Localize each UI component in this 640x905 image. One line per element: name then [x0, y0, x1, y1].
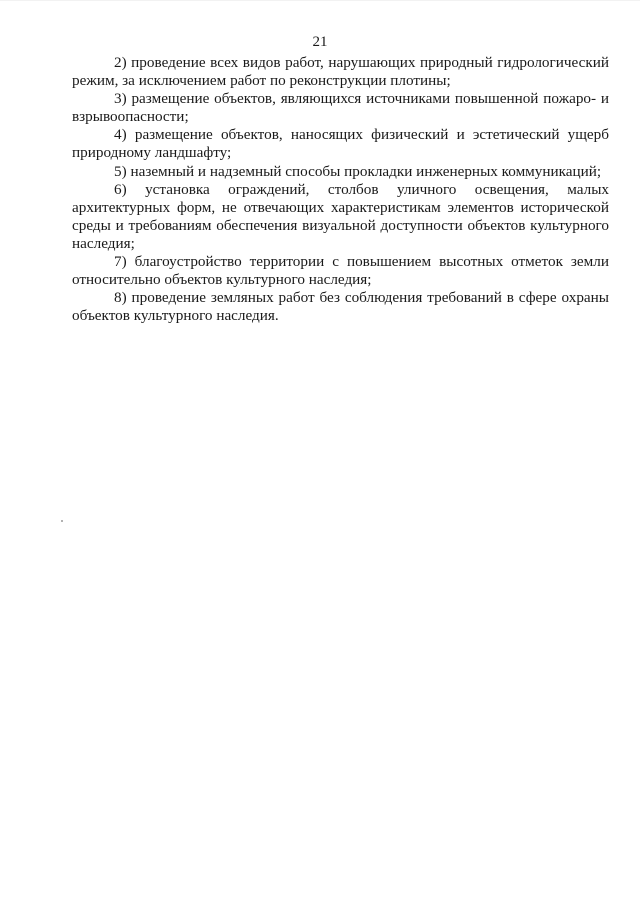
scan-speck: [61, 520, 63, 522]
paragraph-item-2: 2) проведение всех видов работ, нарушающих природный гидрологический режим, за исключением работ по реконструкции плотины;: [72, 54, 609, 90]
scan-edge: [0, 0, 640, 1]
paragraph-item-5: 5) наземный и надземный способы прокладки инженерных коммуникаций;: [114, 162, 602, 180]
paragraph-item-3: 3) размещение объектов, являющихся источниками повышенной пожаро- и взрывоопасности;: [72, 90, 609, 126]
paragraph-item-7: 7) благоустройство территории с повышением высотных отметок земли относительно объектов культурного наследия;: [72, 253, 609, 289]
page-number: 21: [312, 34, 328, 50]
paragraph-item-6: 6) установка ограждений, столбов уличного освещения, малых архитектурных форм, не отвечающих характеристикам элементов исторической среды и требованиям обеспечения визуальной доступности объектов культурного наследия;: [72, 180, 609, 252]
paragraph-item-8: 8) проведение земляных работ без соблюдения требований в сфере охраны объектов культурного наследия.: [72, 289, 609, 325]
document-body: [72, 54, 609, 325]
paragraph-item-4: 4) размещение объектов, наносящих физический и эстетический ущерб природному ландшафту;: [72, 126, 609, 162]
